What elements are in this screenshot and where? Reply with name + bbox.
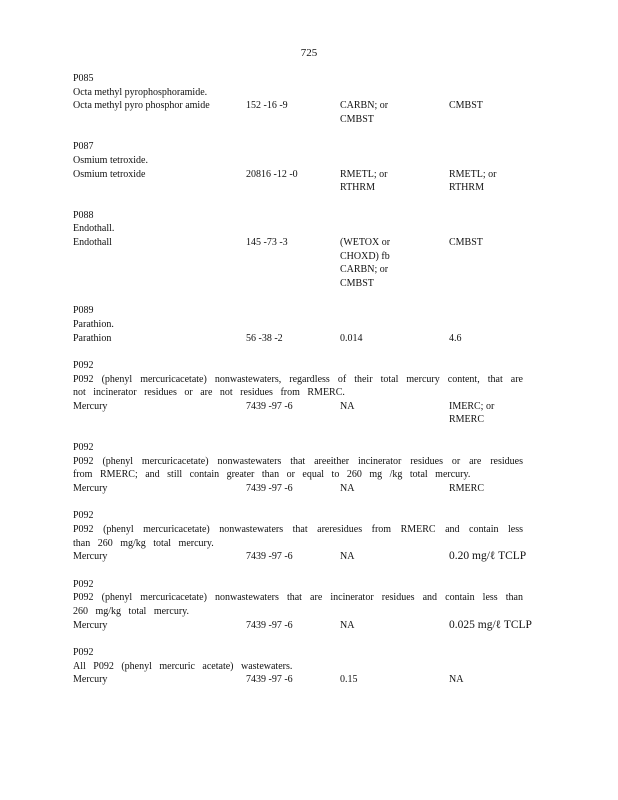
cas-number: 7439 -97 -6 xyxy=(246,674,293,686)
wastewater-standard: NA xyxy=(340,619,355,631)
waste-code: P092 xyxy=(73,442,94,454)
waste-code: P087 xyxy=(73,141,94,153)
waste-name: Octa methyl pyrophosphoramide. xyxy=(73,86,208,98)
constituent-name: Mercury xyxy=(73,674,108,686)
nonwastewater-standard: IMERC; or RMERC xyxy=(449,400,495,426)
wastewater-standard: 0.014 xyxy=(340,332,363,344)
nonwastewater-standard: RMETL; or RTHRM xyxy=(449,168,497,194)
nonwastewater-standard: 0.20 mg/ℓ TCLP xyxy=(449,550,527,563)
cas-number: 7439 -97 -6 xyxy=(246,551,293,563)
constituent-row xyxy=(73,673,533,687)
constituent-name: Endothall xyxy=(73,236,112,248)
constituent-name: Octa methyl pyro phosphor amide xyxy=(73,100,210,112)
nonwastewater-standard: 0.025 mg/ℓ TCLP xyxy=(449,618,532,631)
regulation-table xyxy=(73,72,533,701)
constituent-row xyxy=(73,99,533,126)
wastewater-standard: NA xyxy=(340,482,355,494)
constituent-row xyxy=(73,236,533,290)
waste-name: Parathion. xyxy=(73,318,114,330)
waste-code: P092 xyxy=(73,360,94,372)
waste-description: All P092 (phenyl mercuric acetate) wastewaters. xyxy=(73,660,293,672)
waste-entry xyxy=(73,578,533,632)
constituent-row xyxy=(73,550,533,564)
cas-number: 145 -73 -3 xyxy=(246,236,288,248)
constituent-row xyxy=(73,482,533,496)
waste-entry xyxy=(73,72,533,126)
waste-entry xyxy=(73,209,533,291)
waste-description: P092 (phenyl mercuricacetate) nonwastewaters that areeither incinerator residues or are residues from RMERC; and still contain greater than or equal to 260 mg /kg total mercury. xyxy=(73,455,523,481)
waste-name: Osmium tetroxide. xyxy=(73,154,148,166)
wastewater-standard: (WETOX or CHOXD) fb CARBN; or CMBST xyxy=(340,236,391,289)
nonwastewater-standard: CMBST xyxy=(449,100,483,112)
constituent-name: Mercury xyxy=(73,400,108,412)
waste-entry xyxy=(73,359,533,427)
cas-number: 7439 -97 -6 xyxy=(246,400,293,412)
wastewater-standard: CARBN; or CMBST xyxy=(340,100,389,125)
cas-number: 152 -16 -9 xyxy=(246,100,288,112)
waste-entry xyxy=(73,509,533,563)
wastewater-standard: 0.15 xyxy=(340,674,358,686)
waste-code: P092 xyxy=(73,647,94,659)
cas-number: 7439 -97 -6 xyxy=(246,619,293,631)
cas-number: 20816 -12 -0 xyxy=(246,168,298,180)
waste-entry xyxy=(73,646,533,687)
wastewater-standard: NA xyxy=(340,551,355,563)
constituent-row xyxy=(73,332,533,346)
waste-entry xyxy=(73,140,533,194)
nonwastewater-standard: 4.6 xyxy=(449,332,462,344)
waste-entry xyxy=(73,304,533,345)
constituent-name: Parathion xyxy=(73,332,112,344)
waste-description: P092 (phenyl mercuricacetate) nonwastewaters that areresidues from RMERC and contain less than 260 mg/kg total mercury. xyxy=(73,524,523,549)
waste-name: Endothall. xyxy=(73,223,115,235)
constituent-name: Mercury xyxy=(73,551,108,563)
waste-code: P088 xyxy=(73,209,94,221)
constituent-name: Osmium tetroxide xyxy=(73,168,146,180)
constituent-row xyxy=(73,168,533,195)
nonwastewater-standard: RMERC xyxy=(449,482,485,494)
page-number: 725 xyxy=(300,47,318,59)
wastewater-standard: NA xyxy=(340,400,355,412)
waste-entry xyxy=(73,441,533,495)
waste-description: P092 (phenyl mercuricacetate) nonwastewaters that are incinerator residues and contain less than 260 mg/kg total mercury. xyxy=(73,592,523,618)
waste-code: P089 xyxy=(73,305,94,317)
cas-number: 56 -38 -2 xyxy=(246,332,283,344)
waste-code: P085 xyxy=(73,73,94,84)
constituent-name: Mercury xyxy=(73,482,108,494)
constituent-row xyxy=(73,619,533,633)
waste-code: P092 xyxy=(73,510,94,522)
waste-description: P092 (phenyl mercuricacetate) nonwastewaters, regardless of their total mercury content, that are not incinerator residues or are not residues from RMERC. xyxy=(73,373,523,399)
wastewater-standard: RMETL; or RTHRM xyxy=(340,168,388,194)
nonwastewater-standard: CMBST xyxy=(449,236,483,248)
nonwastewater-standard: NA xyxy=(449,674,464,686)
constituent-row xyxy=(73,400,533,427)
waste-code: P092 xyxy=(73,578,94,590)
cas-number: 7439 -97 -6 xyxy=(246,482,293,494)
constituent-name: Mercury xyxy=(73,619,108,631)
